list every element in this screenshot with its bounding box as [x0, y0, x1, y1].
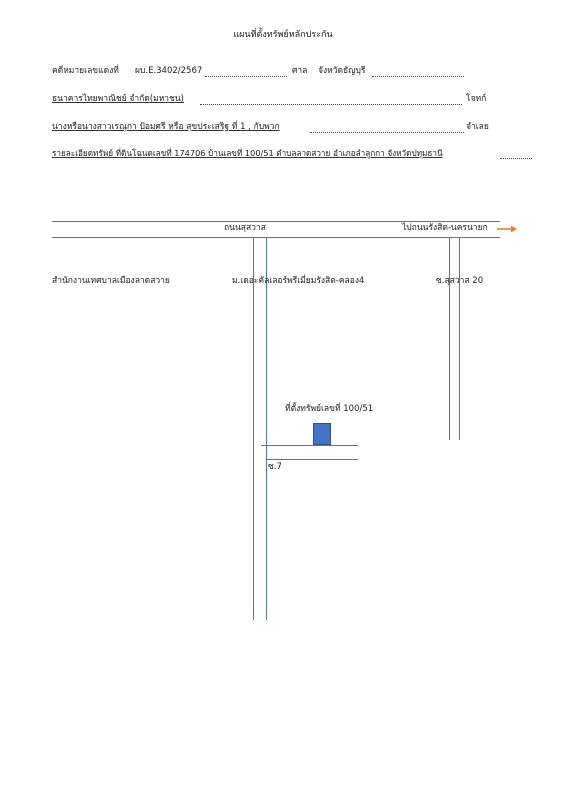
plaintiff-value: ธนาคารไทยพาณิชย์ จำกัด(มหาชน): [52, 94, 184, 104]
direction-arrow-icon: [496, 224, 518, 234]
village-road-line-right: [266, 237, 267, 620]
court-label: ศาล: [292, 66, 308, 76]
soi20-line-right: [459, 237, 460, 440]
property-detail: รายละเอียดทรัพย์ ที่ดินโฉนดเลขที่ 174706 บ้านเลขที่ 100/51 ตำบลลาดสวาย อำเภอลำลูกกา จังหวัดปทุมธานี: [52, 148, 443, 158]
case-number-label: คดีหมายเลขแดงที่: [52, 66, 119, 76]
page-title: แผนที่ตั้งทรัพย์หลักประกัน: [233, 30, 333, 40]
main-road-line-top: [52, 221, 500, 222]
defendant-label: จำเลย: [466, 122, 489, 132]
soi20-label: ซ.สุสวาส 20: [436, 276, 484, 286]
village-label: ม.เดอะคัลเลอร์พรีเมี่ยมรังสิต-คลอง4: [232, 276, 365, 286]
municipal-office-label: สำนักงานเทศบาลเมืองลาดสวาย: [52, 276, 170, 286]
case-number-dots: [205, 76, 287, 77]
property-location-label: ที่ตั้งทรัพย์เลขที่ 100/51: [285, 404, 374, 414]
case-number-value: ผบ.E.3402/2567: [135, 66, 203, 76]
property-detail-dots: [500, 158, 532, 159]
defendant-value: นางหรือนางสาวเรณุกา ป้อมศรี หรือ สุขประเสริฐ ที่ 1 , กับพวก: [52, 122, 280, 132]
soi7-line-bottom: [266, 459, 358, 460]
direction-label: ไปถนนรังสิต-นครนายก: [402, 223, 488, 233]
plaintiff-label: โจทก์: [466, 94, 487, 104]
court-dots: [372, 76, 464, 77]
village-road-line-left: [253, 237, 254, 620]
defendant-dots: [310, 132, 464, 133]
court-value: จังหวัดธัญบุรี: [318, 66, 366, 76]
soi7-line-top: [261, 445, 358, 446]
soi7-label: ซ.7: [268, 462, 282, 472]
main-road-label: ถนนสุสวาส: [224, 223, 266, 233]
soi20-line-left: [449, 237, 450, 440]
plaintiff-dots: [200, 104, 462, 105]
main-road-line-bottom: [52, 237, 500, 238]
property-lot-marker: [313, 423, 331, 445]
